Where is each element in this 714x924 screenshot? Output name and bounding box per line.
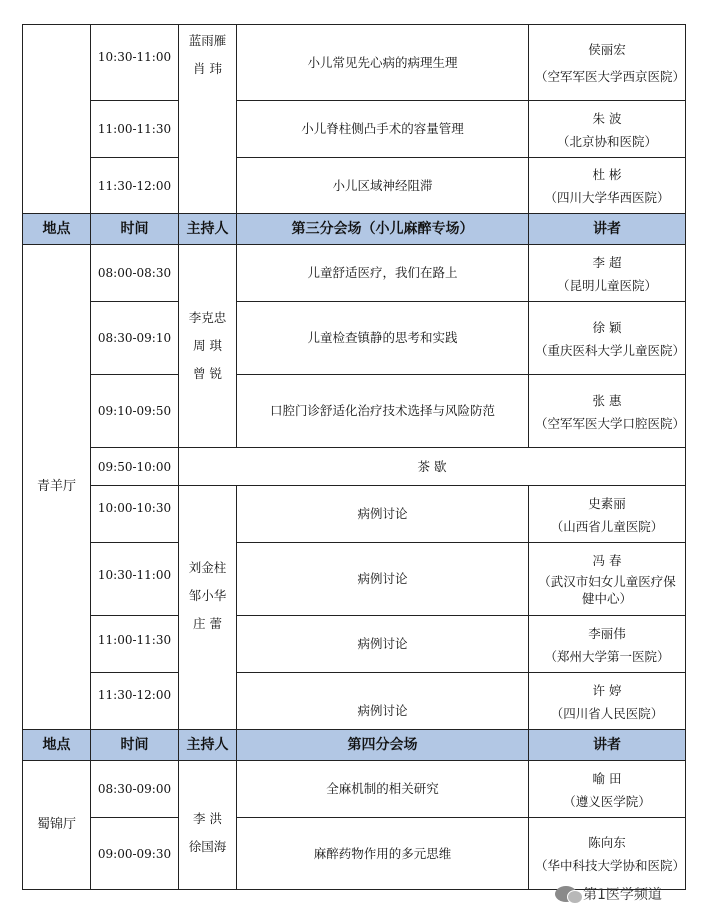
table-row — [23, 375, 686, 448]
table-row — [23, 158, 686, 214]
header-time: 时间 — [91, 214, 179, 245]
hall-cell: 青羊厅 — [23, 245, 91, 730]
speaker-name: 侯丽宏 — [588, 42, 626, 57]
table-row — [23, 818, 686, 890]
host-name: 庄 蕾 — [193, 616, 222, 631]
speaker-org: （空军军医大学口腔医院） — [535, 415, 686, 431]
speaker-name: 李丽伟 — [588, 625, 626, 641]
table-row — [23, 761, 686, 818]
time-cell: 09:10-09:50 — [91, 375, 179, 448]
host-name: 徐国海 — [188, 839, 227, 854]
host-name: 蓝雨雁 — [188, 33, 227, 48]
speaker-cell — [529, 302, 686, 375]
topic-cell: 麻醉药物作用的多元思维 — [237, 818, 529, 890]
topic-cell: 小儿区域神经阻滞 — [237, 158, 529, 214]
host-cell — [179, 486, 237, 730]
time-cell: 08:30-09:10 — [91, 302, 179, 375]
host-cell — [179, 245, 237, 448]
hall-cell: 蜀锦厅 — [23, 761, 91, 890]
time-cell: 08:00-08:30 — [91, 245, 179, 302]
speaker-name: 朱 波 — [592, 110, 622, 126]
speaker-cell — [529, 375, 686, 448]
topic-cell: 全麻机制的相关研究 — [237, 761, 529, 818]
speaker-cell — [529, 158, 686, 214]
speaker-cell — [529, 673, 686, 730]
speaker-name: 张 惠 — [592, 392, 622, 408]
table-row — [23, 101, 686, 158]
speaker-org: （郑州大学第一医院） — [544, 648, 670, 664]
speaker-name: 李 超 — [592, 254, 622, 270]
time-cell: 11:00-11:30 — [91, 616, 179, 673]
speaker-org: （空军军医大学西京医院） — [535, 69, 686, 84]
time-cell: 10:30-11:00 — [91, 25, 179, 101]
table-row — [23, 25, 686, 101]
header-place: 地点 — [23, 214, 91, 245]
header-speaker: 讲者 — [529, 214, 686, 245]
speaker-name: 史素丽 — [588, 495, 626, 511]
watermark — [555, 884, 662, 904]
speaker-cell — [529, 25, 686, 101]
host-name: 李 洪 — [193, 811, 222, 826]
wechat-icon — [555, 886, 577, 902]
speaker-cell — [529, 761, 686, 818]
host-name: 肖 玮 — [193, 61, 222, 76]
table-row — [23, 245, 686, 302]
speaker-cell — [529, 245, 686, 302]
speaker-org: （华中科技大学协和医院） — [535, 858, 686, 873]
speaker-cell — [529, 818, 686, 890]
host-cell — [179, 761, 237, 890]
time-cell: 08:30-09:00 — [91, 761, 179, 818]
speaker-name: 许 婷 — [592, 682, 622, 698]
header-session-title: 第四分会场 — [237, 730, 529, 761]
speaker-org: （山西省儿童医院） — [550, 518, 664, 534]
table-row — [23, 543, 686, 616]
topic-cell: 病例讨论 — [237, 616, 529, 673]
watermark-text: 第1医学频道 — [583, 887, 662, 903]
topic-cell: 小儿常见先心病的病理生理 — [237, 25, 529, 101]
header-session-title: 第三分会场（小儿麻醉专场） — [237, 214, 529, 245]
topic-cell: 小儿脊柱侧凸手术的容量管理 — [237, 101, 529, 158]
speaker-name: 喻 田 — [592, 770, 622, 786]
schedule-table — [22, 24, 686, 890]
time-cell: 11:00-11:30 — [91, 101, 179, 158]
time-cell: 10:30-11:00 — [91, 543, 179, 616]
time-cell: 09:00-09:30 — [91, 818, 179, 890]
time-cell: 09:50-10:00 — [91, 448, 179, 486]
speaker-org: （遵义医学院） — [563, 793, 651, 809]
topic-cell: 儿童舒适医疗，我们在路上 — [237, 245, 529, 302]
break-label: 茶 歇 — [179, 448, 686, 486]
speaker-org: （昆明儿童医院） — [556, 277, 657, 293]
speaker-cell — [529, 101, 686, 158]
speaker-org: （四川省人民医院） — [550, 705, 664, 721]
table-row — [23, 302, 686, 375]
speaker-org: （武汉市妇女儿童医疗保健中心） — [538, 574, 676, 606]
speaker-cell — [529, 616, 686, 673]
break-row — [23, 448, 686, 486]
speaker-cell — [529, 543, 686, 616]
host-name: 刘金柱 — [188, 560, 227, 575]
header-speaker: 讲者 — [529, 730, 686, 761]
host-name: 曾 锐 — [193, 366, 222, 381]
time-cell: 11:30-12:00 — [91, 673, 179, 730]
time-cell: 10:00-10:30 — [91, 486, 179, 543]
speaker-org: （四川大学华西医院） — [544, 190, 670, 205]
header-time: 时间 — [91, 730, 179, 761]
topic-cell: 病例讨论 — [237, 543, 529, 616]
table-row — [23, 616, 686, 673]
speaker-name: 徐 颖 — [592, 319, 622, 335]
table-row — [23, 673, 686, 730]
session4-header-row — [23, 730, 686, 761]
speaker-org: （重庆医科大学儿童医院） — [535, 342, 686, 358]
speaker-name: 冯 春 — [592, 553, 622, 568]
table-row — [23, 486, 686, 543]
topic-cell: 口腔门诊舒适化治疗技术选择与风险防范 — [237, 375, 529, 448]
topic-cell: 病例讨论 — [237, 486, 529, 543]
host-name: 邹小华 — [188, 588, 227, 603]
speaker-name: 杜 彬 — [592, 167, 622, 182]
time-cell: 11:30-12:00 — [91, 158, 179, 214]
host-cell — [179, 25, 237, 214]
session3-header-row — [23, 214, 686, 245]
header-place: 地点 — [23, 730, 91, 761]
topic-cell: 儿童检查镇静的思考和实践 — [237, 302, 529, 375]
hall-cell-empty — [23, 25, 91, 214]
host-name: 周 琪 — [193, 338, 222, 353]
header-host: 主持人 — [179, 730, 237, 761]
speaker-name: 陈向东 — [588, 835, 626, 850]
speaker-cell — [529, 486, 686, 543]
topic-cell: 病例讨论 — [237, 673, 529, 730]
header-host: 主持人 — [179, 214, 237, 245]
host-name: 李克忠 — [188, 310, 227, 325]
speaker-org: （北京协和医院） — [556, 133, 657, 149]
